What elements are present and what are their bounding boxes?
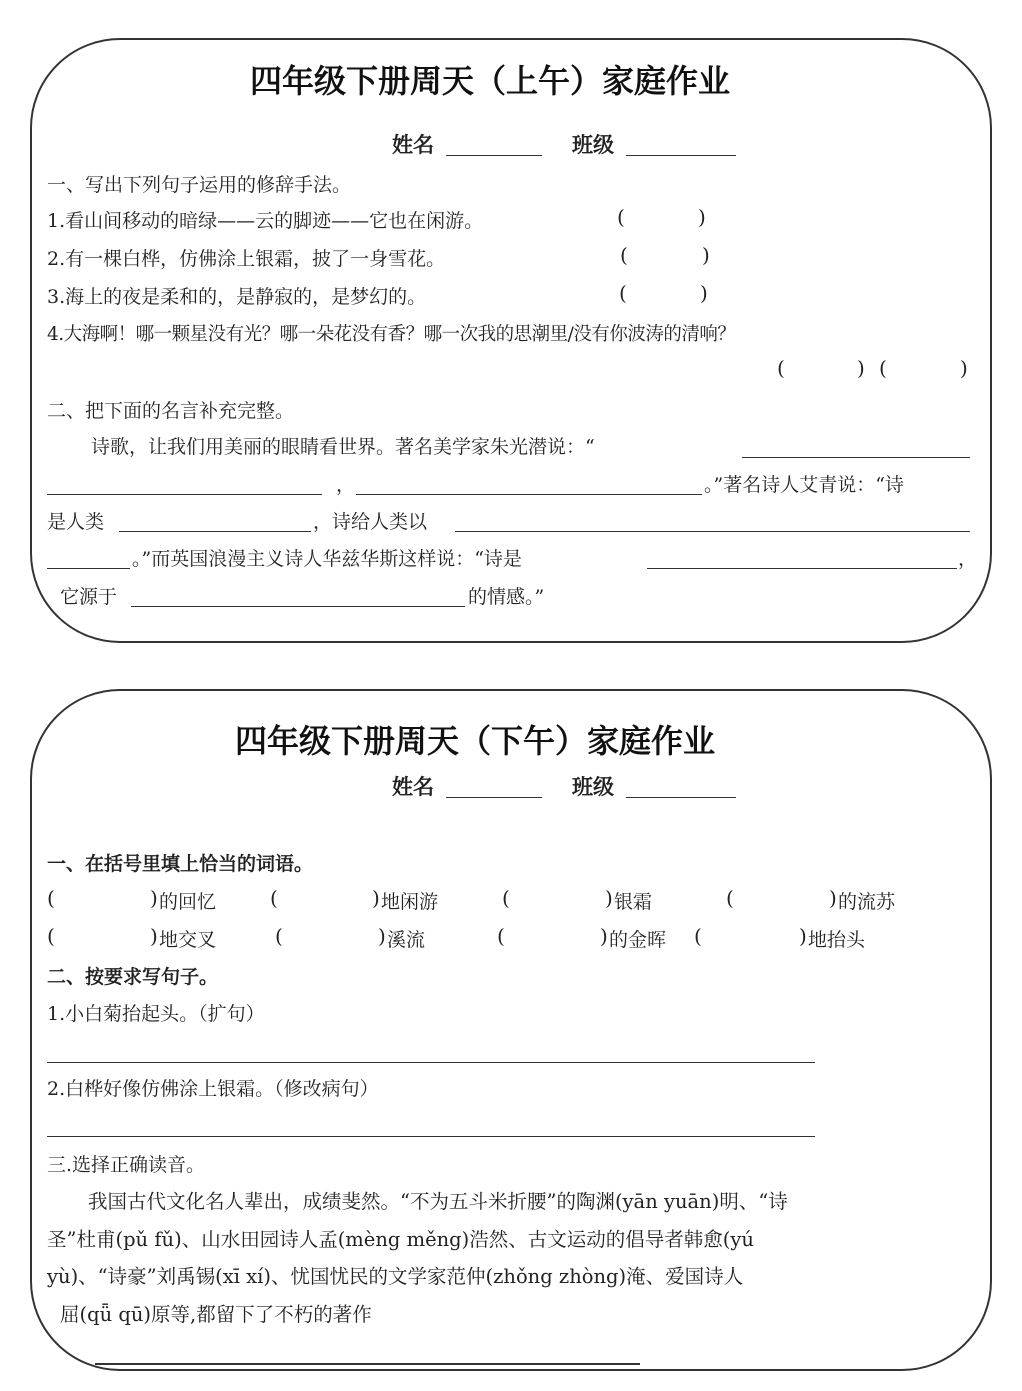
quote-blank[interactable] bbox=[119, 531, 311, 532]
quote-blank[interactable] bbox=[356, 494, 702, 495]
word-item: 的流苏 bbox=[838, 891, 896, 913]
name-blank[interactable] bbox=[446, 797, 542, 798]
pronunciation-line: yù)、“诗豪”刘禹锡(xī xí)、忧国忧民的文学家范仲(zhǒng zhòng)淹、爱国诗人 bbox=[47, 1265, 744, 1288]
quote-line-2-end: 。”著名诗人艾青说：“诗 bbox=[704, 474, 904, 496]
paren-open: ( bbox=[694, 924, 702, 948]
paren-close: ) bbox=[378, 924, 386, 948]
section1-heading: 一、写出下列句子运用的修辞手法。 bbox=[47, 174, 352, 196]
paren-open: ( bbox=[275, 924, 283, 948]
quote-line-4a: 。”而英国浪漫主义诗人华兹华斯这样说：“诗是 bbox=[132, 548, 522, 570]
rewrite-question-1: 1.小白菊抬起头。（扩句） bbox=[47, 1003, 265, 1025]
paren-open: ( bbox=[47, 924, 55, 948]
paren-open: ( bbox=[620, 243, 628, 267]
rhetoric-item-2: 2.有一棵白桦，仿佛涂上银霜，披了一身雪花。 bbox=[47, 248, 446, 270]
paren-close: ) bbox=[372, 886, 380, 910]
word-item: 银霜 bbox=[614, 891, 653, 913]
quote-comma: ， bbox=[336, 474, 356, 496]
paren-close: ) bbox=[698, 205, 706, 229]
name-label: 姓名 bbox=[392, 133, 434, 157]
name-label: 姓名 bbox=[392, 775, 434, 799]
quote-blank[interactable] bbox=[647, 568, 957, 569]
quote-blank[interactable] bbox=[455, 531, 970, 532]
paren-close: ) bbox=[702, 243, 710, 267]
quote-line-3a: 是人类 bbox=[47, 511, 105, 533]
paren-open: ( bbox=[726, 886, 734, 910]
quote-blank[interactable] bbox=[742, 457, 970, 458]
fill-words-heading: 一、在括号里填上恰当的词语。 bbox=[47, 853, 314, 875]
paren-open: ( bbox=[619, 281, 627, 305]
rewrite-question-2: 2.白桦好像仿佛涂上银霜。（修改病句） bbox=[47, 1078, 379, 1100]
divider bbox=[95, 1363, 640, 1365]
answer-line[interactable] bbox=[47, 1136, 815, 1137]
quote-blank[interactable] bbox=[47, 568, 130, 569]
quote-line-5a: 它源于 bbox=[60, 586, 118, 608]
word-item: 地抬头 bbox=[808, 929, 866, 951]
morning-title: 四年级下册周天（上午）家庭作业 bbox=[249, 62, 730, 100]
name-blank[interactable] bbox=[446, 155, 542, 156]
answer-line[interactable] bbox=[47, 1062, 815, 1063]
quote-blank[interactable] bbox=[131, 606, 465, 607]
paren-open: ( bbox=[617, 205, 625, 229]
class-blank[interactable] bbox=[626, 797, 736, 798]
paren-close: ) bbox=[700, 281, 708, 305]
quote-line-3b: ，诗给人类以 bbox=[313, 511, 428, 533]
paren-close: ) bbox=[600, 924, 608, 948]
paren-open: ( bbox=[777, 356, 785, 380]
paren-open: ( bbox=[879, 356, 887, 380]
paren-close: ) bbox=[605, 886, 613, 910]
paren-close: ) bbox=[960, 356, 968, 380]
paren-open: ( bbox=[47, 886, 55, 910]
afternoon-title: 四年级下册周天（下午）家庭作业 bbox=[234, 722, 715, 760]
rhetoric-item-1: 1.看山间移动的暗绿——云的脚迹——它也在闲游。 bbox=[47, 210, 484, 232]
paren-open: ( bbox=[497, 924, 505, 948]
word-item: 地交叉 bbox=[159, 929, 217, 951]
class-blank[interactable] bbox=[626, 155, 736, 156]
paren-open: ( bbox=[502, 886, 510, 910]
quote-line-5b: 的情感。” bbox=[468, 586, 545, 608]
word-item: 的回忆 bbox=[159, 891, 217, 913]
paren-close: ) bbox=[829, 886, 837, 910]
quote-line-1: 诗歌，让我们用美丽的眼睛看世界。著名美学家朱光潜说：“ bbox=[91, 436, 595, 458]
paren-open: ( bbox=[270, 886, 278, 910]
rewrite-heading: 二、按要求写句子。 bbox=[47, 966, 219, 988]
word-item: 溪流 bbox=[387, 929, 426, 951]
pronunciation-line: 我国古代文化名人辈出，成绩斐然。“不为五斗米折腰”的陶渊(yān yuān)明、“诗 bbox=[88, 1190, 788, 1213]
pronunciation-line: 屈(qǖ qū)原等,都留下了不朽的著作 bbox=[60, 1303, 372, 1326]
class-label: 班级 bbox=[572, 133, 614, 157]
paren-close: ) bbox=[799, 924, 807, 948]
section2-heading: 二、把下面的名言补充完整。 bbox=[47, 400, 295, 422]
rhetoric-item-3: 3.海上的夜是柔和的，是静寂的，是梦幻的。 bbox=[47, 286, 427, 308]
word-item: 的金晖 bbox=[609, 929, 667, 951]
paren-close: ) bbox=[857, 356, 865, 380]
paren-close: ) bbox=[150, 924, 158, 948]
rhetoric-item-4: 4.大海啊！哪一颗星没有光？哪一朵花没有香？哪一次我的思潮里/没有你波涛的清响？ bbox=[47, 324, 736, 345]
word-item: 地闲游 bbox=[381, 891, 439, 913]
quote-blank[interactable] bbox=[47, 494, 322, 495]
quote-line-4b: ， bbox=[958, 548, 978, 570]
pronunciation-heading: 三.选择正确读音。 bbox=[47, 1154, 206, 1176]
pronunciation-line: 圣”杜甫(pǔ fǔ)、山水田园诗人孟(mèng měng)浩然、古文运动的倡导者韩愈(yú bbox=[47, 1228, 754, 1251]
class-label: 班级 bbox=[572, 775, 614, 799]
paren-close: ) bbox=[150, 886, 158, 910]
